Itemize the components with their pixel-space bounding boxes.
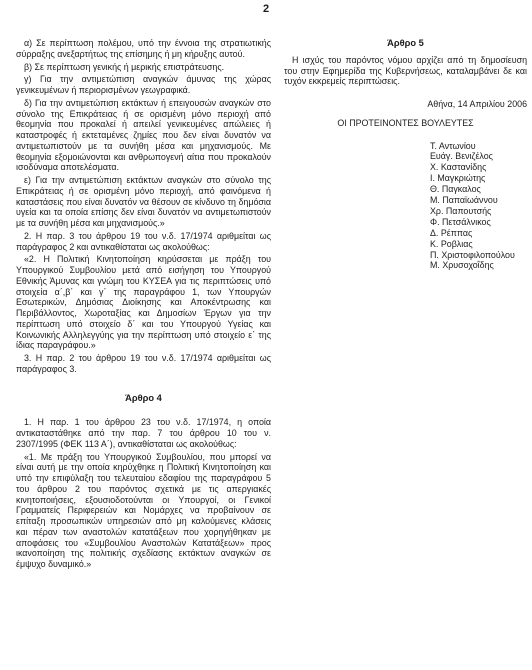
signers-title: ΟΙ ΠΡΟΤΕΙΝΟΝΤΕΣ ΒΟΥΛΕΥΤΕΣ bbox=[337, 117, 474, 128]
clause-e: ε) Για την αντιμετώπιση εκτάκτων αναγκών στο σύνολο της Επικράτειας ή σε ορισμένη μόνο περιοχή, από φαινόμενα ή καταστάσεις που είναι δυνατόν να θέσουν σε κίνδυνο τη δημόσια υγεία και τα οποία επίσης δεν είναι δυνατόν να αντιμετωπιστούν με τα συνήθη μέσα και μηχανισμούς.» bbox=[16, 175, 271, 228]
article4-quote-1: «1. Με πράξη του Υπουργικού Συμβουλίου, που μπορεί να είναι αυτή με την οποία κηρύχθηκε η Πολιτική Κινητοποίηση και υπό την επιφύλαξη του τελευταίου εδαφίου της παραγράφου 5 του άρθρου 2 του παρόντος σχετικά με τις απεργιακές κινητοποιήσεις, εξουσιοδοτούνται οι Υπουργοί, οι Γενικοί Γραμματείς Περιφερειών και Νομάρχες να προβαίνουν σε επίταξη προσωπικών υπηρεσιών από μη καλούμενες κλάσεις και πέραν των αναστολών κατατάξεων που χορηγήθηκαν με αποφάσεις του «Συμβουλίου Αναστολών Κατατάξεων» προς ικανοποίηση της πολιτικής σχεδίασης εκτάκτων αναγκών σε έμψυχο δυναμικό.» bbox=[16, 451, 271, 569]
signer-name: Ι. Μαγκριώτης bbox=[430, 173, 486, 184]
clause-a: α) Σε περίπτωση πολέμου, υπό την έννοια της στρατιωτικής σύρραξης ανεξαρτήτως της επίσημης ή μη κήρυξης αυτού. bbox=[16, 38, 271, 59]
left-column bbox=[16, 38, 271, 572]
signers-list bbox=[284, 141, 527, 272]
clause-c: γ) Για την αντιμετώπιση αναγκών άμυνας της χώρας γενικευμένων ή περιορισμένων γεωγραφικά. bbox=[16, 74, 271, 95]
article5-text: Η ισχύς του παρόντος νόμου αρχίζει από τη δημοσίευση του στην Εφημερίδα της Κυβερνήσεως, καταλαμβάνει δε και τυχόν εκκρεμείς περιπτώσεις. bbox=[284, 54, 527, 87]
signer-name: Θ. Παγκαλος bbox=[430, 184, 481, 195]
page-number: 2 bbox=[262, 3, 270, 15]
signer-name: Κ. Ροβλιας bbox=[430, 238, 473, 249]
article3-paragraph-3: 3. Η παρ. 2 του άρθρου 19 του ν.δ. 17/1974 αριθμείται ως παράγραφος 3. bbox=[16, 353, 271, 374]
signer-name: Ευάγ. Βενιζέλος bbox=[430, 151, 493, 162]
signer-name: Δ. Ρέππας bbox=[430, 227, 473, 238]
clause-d: δ) Για την αντιμετώπιση εκτάκτων ή επειγουσών αναγκών στο σύνολο της Επικράτειας ή σε ορισμένη μόνο περιοχή από θεομηνία που προκαλεί ή απειλεί γενικευμένες απώλειες ή καταστροφές ή εκτεταμένες ζημίες που δεν είναι δυνατόν να αντιμετωπιστούν με τα συνήθη μέσα και μηχανισμούς. Με θεομηνία εξομοιώνονται και ανθρωπογενή αίτια που προκαλούν ισοδύναμα αποτελέσματα. bbox=[16, 97, 271, 173]
signer-name: Χρ. Παπουτσής bbox=[430, 205, 492, 216]
signer-name: Χ. Καστανίδης bbox=[430, 162, 487, 173]
signer-name: Μ. Παπαϊωάννου bbox=[430, 195, 498, 206]
signer-name: Φ. Πετσάλνικος bbox=[430, 216, 491, 227]
right-column bbox=[284, 38, 527, 271]
date-line: Αθήνα, 14 Απριλίου 2006 bbox=[427, 99, 527, 109]
signer-name: Π. Χριστοφιλοπούλου bbox=[430, 249, 515, 260]
article4-paragraph-1: 1. Η παρ. 1 του άρθρου 23 του ν.δ. 17/1974, η οποία αντικαταστάθηκε από την παρ. 7 του άρθρου 10 του ν. 2307/1995 (ΦΕΚ 113 Α΄), αντικαθίσταται ως ακολούθως: bbox=[16, 417, 271, 449]
article-4-title: Άρθρο 4 bbox=[125, 392, 162, 403]
article3-quote-2: «2. Η Πολιτική Κινητοποίηση κηρύσσεται με πράξη του Υπουργικού Συμβουλίου μετά από εισήγηση του Υπουργού Εθνικής Άμυνας και γνώμη του ΚΥΣΕΑ για τις περιπτώσεις υπό στοιχεία α΄,β΄ και γ΄ της παραγράφου 1, των Υπουργών Εσωτερικών, Δημόσιας Διοίκησης και Αποκέντρωσης και Περιβάλλοντος, Χωροταξίας και Δημοσίων Έργων για την περίπτωση υπό στοιχείο δ΄ και του Υπουργού Υγείας και Κοινωνικής Αλληλεγγύης για την περίπτωση υπό στοιχείο ε΄ της ίδιας παραγράφου.» bbox=[16, 254, 271, 351]
article3-paragraph-2: 2. Η παρ. 3 του άρθρου 19 του ν.δ. 17/1974 αριθμείται ως παράγραφος 2 και αντικαθίσταται ως ακολούθως: bbox=[16, 230, 271, 252]
signer-name: Μ. Χρυσοχοΐδης bbox=[430, 260, 494, 271]
article-5-title: Άρθρο 5 bbox=[387, 38, 424, 48]
signer-name: Τ. Αντωνίου bbox=[430, 140, 476, 151]
clause-b: β) Σε περίπτωση γενικής ή μερικής επιστράτευσης. bbox=[24, 61, 225, 72]
